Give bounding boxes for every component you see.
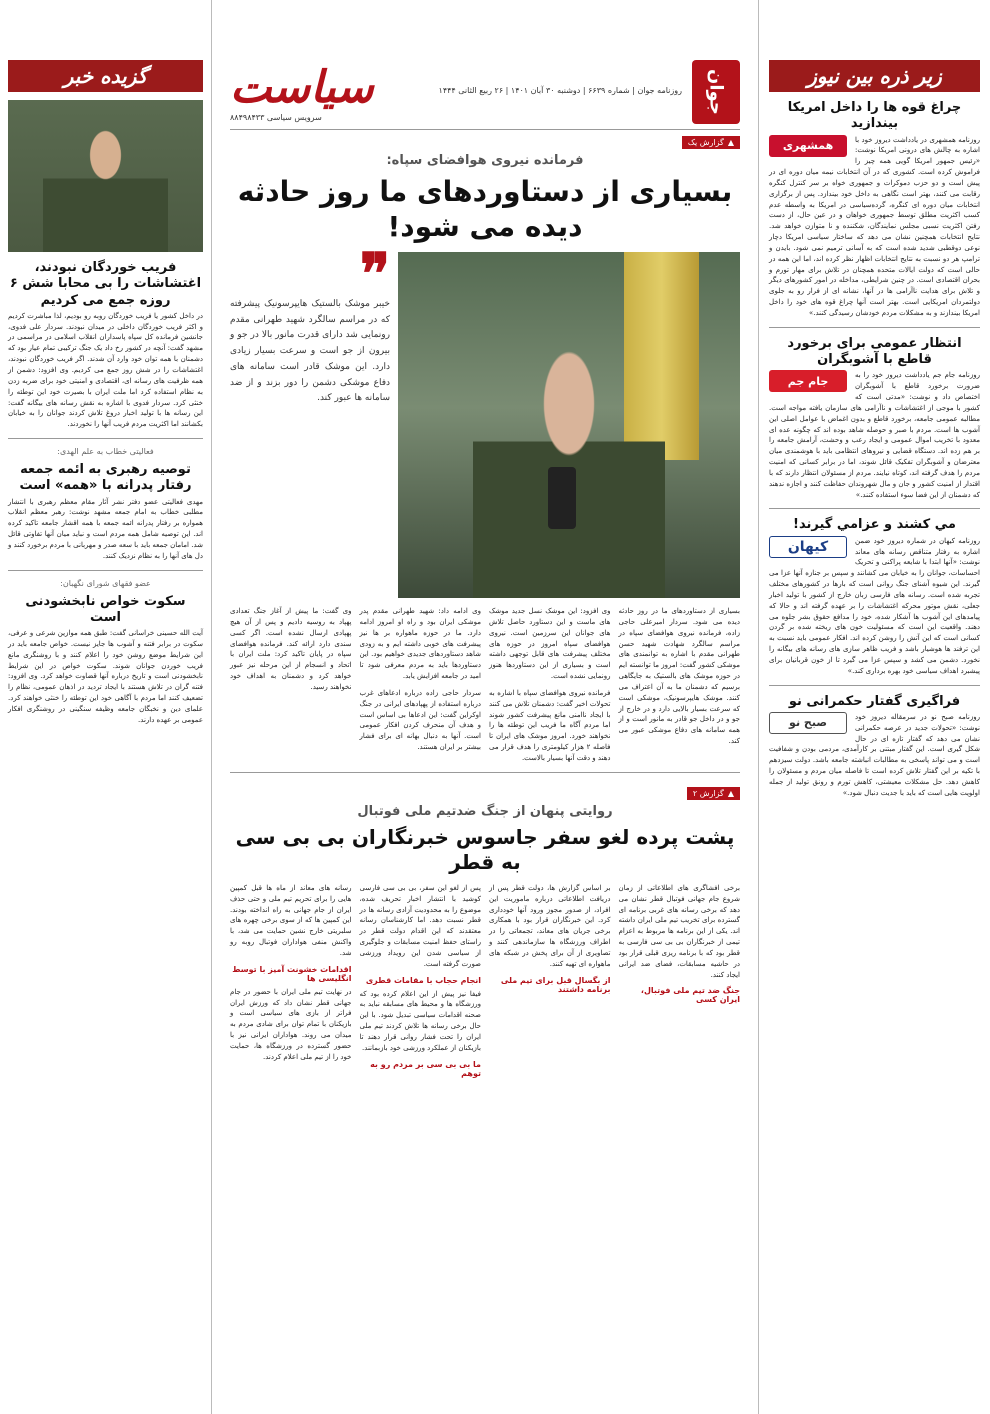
left-article-2 xyxy=(8,447,203,562)
article-body: آیت الله حسینی خراسانی گفت: طبق همه موازین شرعی و عرفی، سکوت در برابر فتنه و آشوب ها جایز نیست. خواص جامعه باید در این شرایط موضع روشن خود را اعلام کنند و با روشنگری مانع فریب خوردن جوانان شوند. سکوت خواص در این شرایط نابخشودنی است و تاریخ درباره آنها قضاوت خواهد کرد. وی افزود: فتنه گران در تلاش هستند با ایجاد تردید در اذهان عمومی، نظام را تضعیف کنند اما مردم با آگاهی خود این توطئه را خنثی خواهند کرد. علمای دین و نخبگان جامعه وظیفه سنگینی در روشنگری افکار عمومی بر عهده دارند. xyxy=(8,629,203,724)
section-name: سیاست xyxy=(230,61,374,113)
left-article-3 xyxy=(8,579,203,726)
speaker-figure xyxy=(473,328,665,598)
article-body: در داخل کشور یا فریب خوردگان روبه رو بودیم، لذا مباشرت کردیم و اکثر فریب خوردگان داخلی در میدان نبودند. سردار علی فدوی، جانشین فرمانده کل سپاه پاسداران انقلاب اسلامی در مراسمی در مشهد گفت: آنچه در کشور رخ داد یک جنگ ترکیبی تمام عیار بود که دشمنان با همه توان خود وارد آن شدند. اگر فریب خوردگان نبودند، اغتشاشات را در شش روز جمع می کردیم. وی افزود: دشمن از همه ظرفیت های رسانه ای، اقتصادی و امنیتی خود برای ضربه زدن به نظام استفاده کرد اما ملت ایران با بصیرت خود این توطئه را خنثی کرد. سردار فدوی با اشاره به نقش رسانه های بیگانه گفت: این رسانه ها با تولید اخبار دروغ تلاش کردند جوانان را به خیابان بکشانند اما اکثریت مردم فریب آنها را نخوردند. xyxy=(8,311,203,429)
section-label-right: زیر ذره بین نیوز xyxy=(769,60,980,92)
kayhan-logo: کیهان xyxy=(769,536,847,558)
article-title: چراغ قوه ها را داخل امریکا بیندازید xyxy=(787,100,962,132)
lead-kicker: فرمانده نیروی هوافضای سپاه: xyxy=(386,153,584,168)
article-kicker: فعالیتی خطاب به علم الهدی: xyxy=(57,447,154,457)
article-2 xyxy=(769,336,980,501)
report-tag: ▲ گزارش ۲ xyxy=(687,787,740,800)
article-title: مي كشند و عزامي گيرند! xyxy=(793,517,956,533)
second-paragraph: در نهایت تیم ملی ایران با حضور در جام جهانی قطر نشان داد که ورزش ایران فراتر از بازی های سیاسی است و بازیکنان با تمام توان برای شادی مردم به میدان می روند. هواداران ایرانی نیز با حضور گسترده در ورزشگاه ها، حمایت خود را از تیم ملی اعلام کردند. xyxy=(230,987,352,1061)
divider xyxy=(769,685,980,686)
brand-logo: جوان xyxy=(692,60,740,124)
microphone-icon xyxy=(548,467,575,529)
second-kicker: روایتی پنهان از جنگ ضدتیم ملی فوتبال xyxy=(357,803,613,819)
article-body: روزنامه همشهری در یادداشت دیروز خود با اشاره به چالش های درونی امریکا نوشت: «رئیس جمهور امریکا گویی همه چیز را فراموش کرده است. کشوری که در آن انتخابات نیمه میان دوره ای در پیش است و دو حزب دموکرات و جمهوری خواه بر سر کنترل کنگره رقابت می کنند، بهتر است نگاهی به داخل خود بیندازد. پس از برگزاری انتخابات میان دوره ای کنگره، گرده‌سیاسی در امریکا به واسطه عدم کسب اکثریت مطلق توسط جمهوری خواهان و در عین حال، از دست رفتن اکثریت نسبی مجلس نمایندگان، شکننده و نا متوازن خواهد شد. نتایج انتخابات همچنین نشان می دهد که ساختار سیاسی امریکا دچار نوعی دوقطبی شدید شده است که به آسانی ترمیم نمی شود. بایدن و ترامپ هر دو نسبت به نتایج انتخابات اظهار نظر کرده اند، اما این همه در حالی است که دولت ایالات متحده همچنان در تلاش برای مهار تورم و بحران اقتصادی است. در چنین شرایطی، مداخله در امور کشورهای دیگر و تلاش برای هدایت ناآرامی ها در آنها، نشانه ای از فرار رو به جلوی دولتمردان امریکایی است. بهتر است آنها چراغ قوه های خود را داخل امریکا بیندازند و به مشکلات مردم خودشان رسیدگی کنند.» xyxy=(769,135,980,317)
article-title: سکوت خواص نابخشودنی است xyxy=(25,593,186,625)
second-paragraph: پس از لغو این سفر، بی بی سی فارسی کوشید با انتشار اخبار تحریف شده، موضوع را به محدودیت آزادی رسانه ها در قطر نسبت دهد. اما کارشناسان رسانه معتقدند که این اقدام دولت قطر در راستای حفظ امنیت مسابقات و جلوگیری از سیاسی شدن این رویداد ورزشی صورت گرفته است. xyxy=(359,883,481,968)
lead-headline: بسیاری از دستاوردهای ما روز حادثه دیده می شود! xyxy=(237,175,733,243)
article-body: روزنامه جام جم یادداشت دیروز خود را به ضرورت برخورد قاطع با آشوبگران اختصاص داد و نوشت: «مدتی است که کشور با موجی از اغتشاشات و ناآرامی های سازمان یافته مواجه است. مطالبه عمومی جامعه، برخورد قاطع و بدون اغماض با عوامل اصلی این آشوب ها است. مردم با صبر و حوصله شاهد بوده اند که چگونه عده ای معدود با تخریب اموال عمومی و ایجاد رعب و وحشت، آرامش جامعه را بر هم زده اند. دستگاه قضایی و نیروهای انتظامی باید با هوشمندی میان معترضان و آشوبگران تفکیک قائل شوند، اما در برابر کسانی که امنیت مردم را هدف گرفته اند، کوتاه نیایند. مردم از مسئولان انتظار دارند که با اقتدار از امنیت کشور و جان و مال شهروندان حفاظت کنند و اجازه ندهند که دشمنان از این فضا سوء استفاده کنند.» xyxy=(769,371,980,499)
second-headline: پشت پرده لغو سفر جاسوس خبرنگاران بی بی سی به قطر xyxy=(235,824,735,874)
lead-paragraph: سردار حاجی زاده درباره ادعاهای غرب درباره استفاده از پهپادهای ایرانی در جنگ اوکراین گفت: این ادعاها بی اساس است و هدف آن منحرف کردن افکار عمومی است. آنها به دنبال بهانه ای برای فشار بیشتر بر ایران هستند. xyxy=(359,688,481,752)
lead-paragraph: وی افزود: این موشک نسل جدید موشک های ماست و این دستاورد حاصل تلاش های جوانان این سرزمین است. نیروی هوافضای سپاه امروز در حوزه های مختلف پیشرفت های قابل توجهی داشته است و بسیاری از این دستاوردها هنوز رونمایی نشده است. xyxy=(489,607,611,681)
article-title: فریب خوردگان نبودند، اغتشاشات را بی محابا شش ۶ روزه جمع می کردیم xyxy=(9,260,202,308)
article-body: روزنامه کیهان در شماره دیروز خود ضمن اشاره به رفتار متناقض رسانه های معاند نوشت: «آنها ابتدا با شایعه پراکنی و تحریک احساسات، جوانان را به خیابان می کشانند و سپس بر جنازه آنها عزا می گیرند. این شیوه آشنای جنگ روانی است که بارها در کشورهای مختلف تجربه شده است. رسانه های فارسی زبان خارج از کشور با تولید اخبار جعلی، نقش موتور محرکه اغتشاشات را بر عهده گرفته اند و حالا که پیامدهای این آشوب ها آشکار شده، خود را مدافع حقوق بشر جلوه می دهند. واقعیت این است که مسئولیت خون های ریخته شده بر گردن کسانی است که این آتش را روشن کرده اند. افکار عمومی باید نسبت به این ترفند ها هوشیار باشد و فریب ظاهر سازی های رسانه های بیگانه را نخورد. دشمن می کشد و سپس عزا می گیرد تا از خون قربانیان برای پیشبرد اهداف سیاسی خود بهره برداری کند.» xyxy=(769,536,980,675)
subhead: اقدامات خشونت آمیز با توسط انگلیسی ها xyxy=(232,964,352,983)
article-title: توصیه رهبری به ائمه جمعه رفتار پدرانه با «همه» است xyxy=(19,462,192,494)
masthead xyxy=(230,60,740,130)
second-article xyxy=(230,781,740,1082)
brand xyxy=(439,60,740,124)
pull-quote xyxy=(230,241,390,598)
article-body: روزنامه صبح نو در سرمقاله دیروز خود نوشت: «تحولات جدید در عرصه حکمرانی نشان می دهد که گفتار تازه ای در حال شکل گیری است. این گفتار مبتنی بر کارآمدی، مردمی بودن و شفافیت است و می تواند پاسخی به مطالبات انباشته جامعه باشد. دولت سیزدهم با تکیه بر این گفتار تلاش کرده است تا فاصله میان مردم و مسئولان را کاهش دهد. حل مشکلات معیشتی، کاهش تورم و رونق تولید از جمله اولویت هایی است که باید با جدیت دنبال شود.» xyxy=(769,712,980,797)
official-figure xyxy=(43,121,168,252)
section-phone: سرویس سیاسی ۸۸۴۹۸۴۳۳ xyxy=(230,112,322,122)
subhead: انجام حجاب با مقامات قطری xyxy=(365,975,481,985)
report-tag: ▲ گزارش یک xyxy=(682,136,740,149)
left-article-1 xyxy=(8,260,203,430)
lead-paragraph: وی ادامه داد: شهید طهرانی مقدم پدر موشکی ایران بود و راه او امروز ادامه دارد. ما در حوزه ماهواره بر ها نیز پیشرفت های خوبی داشته ایم و به زودی شاهد دستاوردهای جدیدی خواهیم بود. این دستاوردها باید به مردم معرفی شود تا امید در جامعه افزایش یابد. xyxy=(359,607,481,681)
lead-article xyxy=(230,130,740,764)
second-paragraph: بر اساس گزارش ها، دولت قطر پس از دریافت اطلاعاتی درباره ماموریت این افراد، از صدور مجوز ورود آنها خودداری کرد. این خبرنگاران قرار بود با همکاری برخی جریان های معاند، تجمعاتی را در اطراف ورزشگاه ها سازماندهی کنند و تصاویری از آن برای پخش در شبکه های ماهواره ای تهیه کنند. xyxy=(489,883,611,968)
hamshahri-logo: همشهری xyxy=(769,135,847,157)
article-kicker: عضو فقهای شورای نگهبان: xyxy=(60,578,151,588)
article-body: مهدی فعالیتی عضو دفتر نشر آثار مقام معظم رهبری با انتشار مطلبی خطاب به امام جمعه مشهد نوشت: رهبر معظم انقلاب همواره بر رفتار پدرانه ائمه جمعه با همه اقشار جامعه تاکید کرده اند. این توصیه شامل همه مردم است و نباید میان آنها تفاوتی قائل شد. امامان جمعه باید با سعه صدر و مهربانی با مردم برخورد کنند و دل های آنها را به نظام نزدیک کنند. xyxy=(8,497,203,560)
divider xyxy=(769,327,980,328)
edition-info: روزنامه جوان | شماره ۶۶۳۹ | دوشنبه ۳۰ آبان ۱۴۰۱ | ۲۶ ربیع الثانی ۱۴۴۴ xyxy=(438,86,682,96)
second-paragraph: برخی افشاگری های اطلاعاتی از زمان شروع جام جهانی فوتبال قطر نشان می دهد که برخی رسانه های غربی برنامه ای گسترده برای تخریب تیم ملی ایران داشته اند. یکی از این برنامه ها مربوط به اعزام تیمی از خبرنگاران بی بی سی فارسی به قطر بود که با برنامه ریزی قبلی قرار بود در حاشیه مسابقات، فضای ضد ایرانی ایجاد کنند. xyxy=(618,883,740,979)
right-column xyxy=(758,0,990,1414)
subhead: ما بی بی سی بر مردم رو به توهم xyxy=(370,1059,481,1078)
lead-body-columns xyxy=(230,606,740,764)
article-4 xyxy=(769,694,980,799)
commander-photo xyxy=(398,252,740,598)
divider xyxy=(8,438,203,439)
main-column xyxy=(222,0,748,1414)
quote-text: خیبر موشک بالستیک هایپرسونیک پیشرفته که در مراسم سالگرد شهید طهرانی مقدم رونمایی شد دارای قدرت مانور بالا در جو و بیرون از جو است و سرعت بسیار زیادی دارد. این موشک قادر است سامانه های دفاع موشکی دشمن را دور بزند و از ضد سامانه ها عبور کند. xyxy=(230,298,390,404)
jamejam-logo: جام جم xyxy=(769,370,847,392)
divider xyxy=(8,570,203,571)
second-body-columns xyxy=(230,883,740,1082)
section-label-left: گزیده خبر xyxy=(8,60,203,92)
official-photo xyxy=(8,100,203,252)
quote-mark-icon: ❞ xyxy=(359,241,390,307)
lead-media xyxy=(230,241,740,598)
flag-icon: ▲ xyxy=(727,788,734,798)
sobhno-logo: صبح نو xyxy=(769,712,847,734)
second-paragraph: فیفا نیز پیش از این اعلام کرده بود که ورزشگاه ها و محیط های مسابقه نباید به صحنه اقدامات سیاسی تبدیل شود. با این حال برخی رسانه ها تلاش کردند تیم ملی ایران را تحت فشار روانی قرار دهند تا بازیکنان از عملکرد ورزشی خود بازبمانند. xyxy=(359,989,481,1052)
subhead: از بگسال قبل برای تیم ملی برنامه داشتند xyxy=(500,975,611,994)
flag-icon: ▲ xyxy=(727,138,734,147)
lead-paragraph: فرمانده نیروی هوافضای سپاه با اشاره به تحولات اخیر گفت: دشمنان تلاش می کنند با ایجاد ناامنی مانع پیشرفت کشور شوند اما مردم آگاه ما فریب این توطئه ها را نخواهند خورد. امروز موشک های ایران تا فاصله ۲ هزار کیلومتری را هدف قرار می دهند و دقت آنها بسیار بالاست. xyxy=(489,688,611,762)
lead-paragraph: وی گفت: ما پیش از آغاز جنگ تعدادی پهپاد به روسیه دادیم و پس از آن هیچ پهپادی ارسال نشده است. اگر کسی سندی دارد ارائه کند. فرمانده هوافضای سپاه در پایان تاکید کرد: ملت ایران با اتحاد و انسجام از این مرحله نیز عبور خواهد کرد و دشمنان به اهداف خود نخواهند رسید. xyxy=(230,607,352,691)
divider xyxy=(769,508,980,509)
subhead: جنگ ضد تیم ملی فوتبال، ایران کسی xyxy=(640,986,740,1005)
left-column xyxy=(0,0,212,1414)
article-1 xyxy=(769,100,980,319)
second-paragraph: رسانه های معاند از ماه ها قبل کمپین هایی را برای تحریم تیم ملی و حتی حذف ایران از جام جهانی به راه انداخته بودند. این کمپین ها که از سوی برخی چهره های سلبریتی خارج نشین حمایت می شد، با واکنش منفی هواداران فوتبال روبه رو شد. xyxy=(230,883,352,957)
divider xyxy=(230,772,740,773)
lead-paragraph: بسیاری از دستاوردهای ما در روز حادثه دیده می شود. سردار امیرعلی حاجی زاده، فرمانده نیروی هوافضای سپاه در مراسم سالگرد شهادت شهید حسن طهرانی مقدم با اشاره به توانمندی های موشکی کشور گفت: امروز ما توانسته ایم در حوزه موشک های بالستیک به جایگاهی برسیم که دشمنان ما به آن اعتراف می کنند. موشک هایپرسونیک، موشکی است که سرعت بسیار بالایی دارد و در خارج از جو و در داخل جو قادر به مانور است و از همه سامانه های دفاع موشکی عبور می کند. xyxy=(618,607,740,746)
article-3 xyxy=(769,517,980,676)
article-title: انتظار عمومی برای برخورد قاطع با آشوبگران xyxy=(787,335,962,368)
article-title: فراگیری گفتار حکمرانی نو xyxy=(788,693,961,709)
